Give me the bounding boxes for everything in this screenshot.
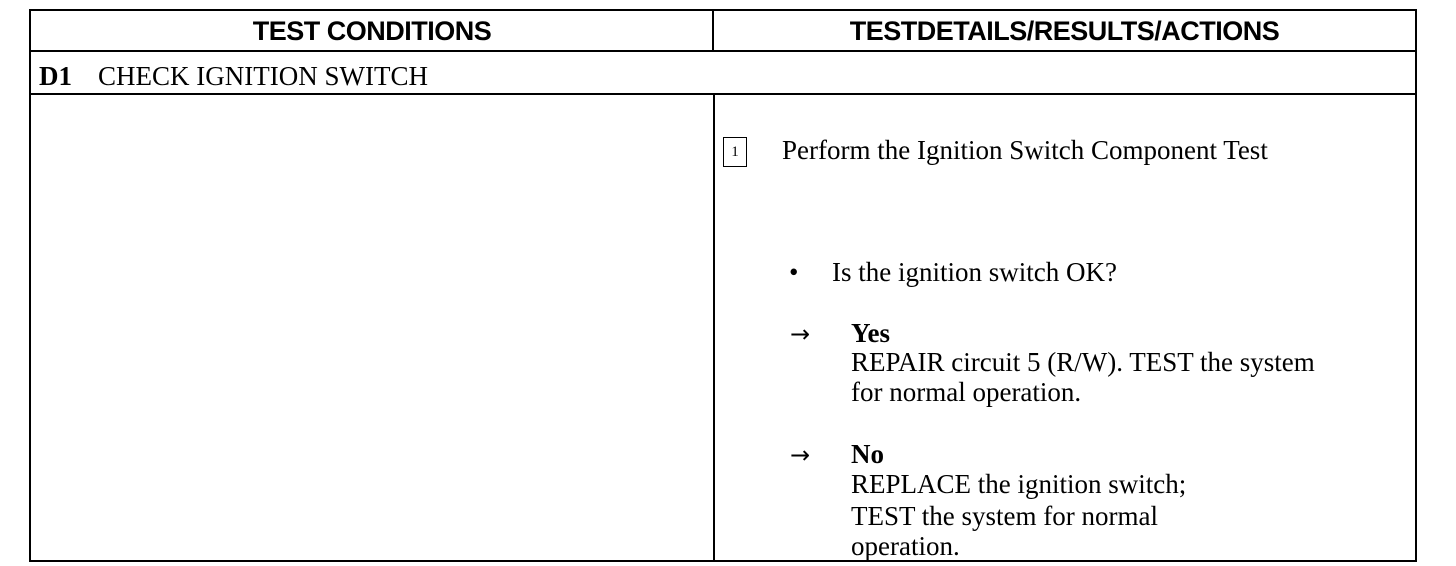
answer-no-label: No: [851, 439, 884, 469]
answer-no-line: TEST the system for normal: [851, 501, 1158, 531]
section-title: CHECK IGNITION SWITCH: [98, 61, 428, 91]
answer-no-line: operation.: [851, 531, 960, 561]
step-number-box: 1: [723, 137, 747, 167]
answer-yes-line: REPAIR circuit 5 (R/W). TEST the system: [851, 347, 1315, 377]
arrow-right-icon: →: [790, 441, 811, 469]
answer-yes-label: Yes: [851, 318, 890, 348]
section-id: D1: [39, 61, 72, 91]
step-question: Is the ignition switch OK?: [832, 257, 1117, 287]
header-test-conditions: TEST CONDITIONS: [252, 15, 492, 46]
section-row-divider: [31, 93, 1415, 95]
arrow-right-icon: →: [790, 320, 811, 348]
diagnostic-table: [29, 9, 1417, 562]
column-divider-body: [713, 94, 715, 560]
section-row: [39, 61, 428, 92]
step-instruction: Perform the Ignition Switch Component Test: [782, 135, 1268, 165]
answer-no-line: REPLACE the ignition switch;: [851, 469, 1187, 499]
answer-yes-line: for normal operation.: [851, 377, 1082, 407]
header-test-details: TESTDETAILS/RESULTS/ACTIONS: [849, 15, 1280, 46]
bullet-icon: •: [789, 257, 799, 287]
